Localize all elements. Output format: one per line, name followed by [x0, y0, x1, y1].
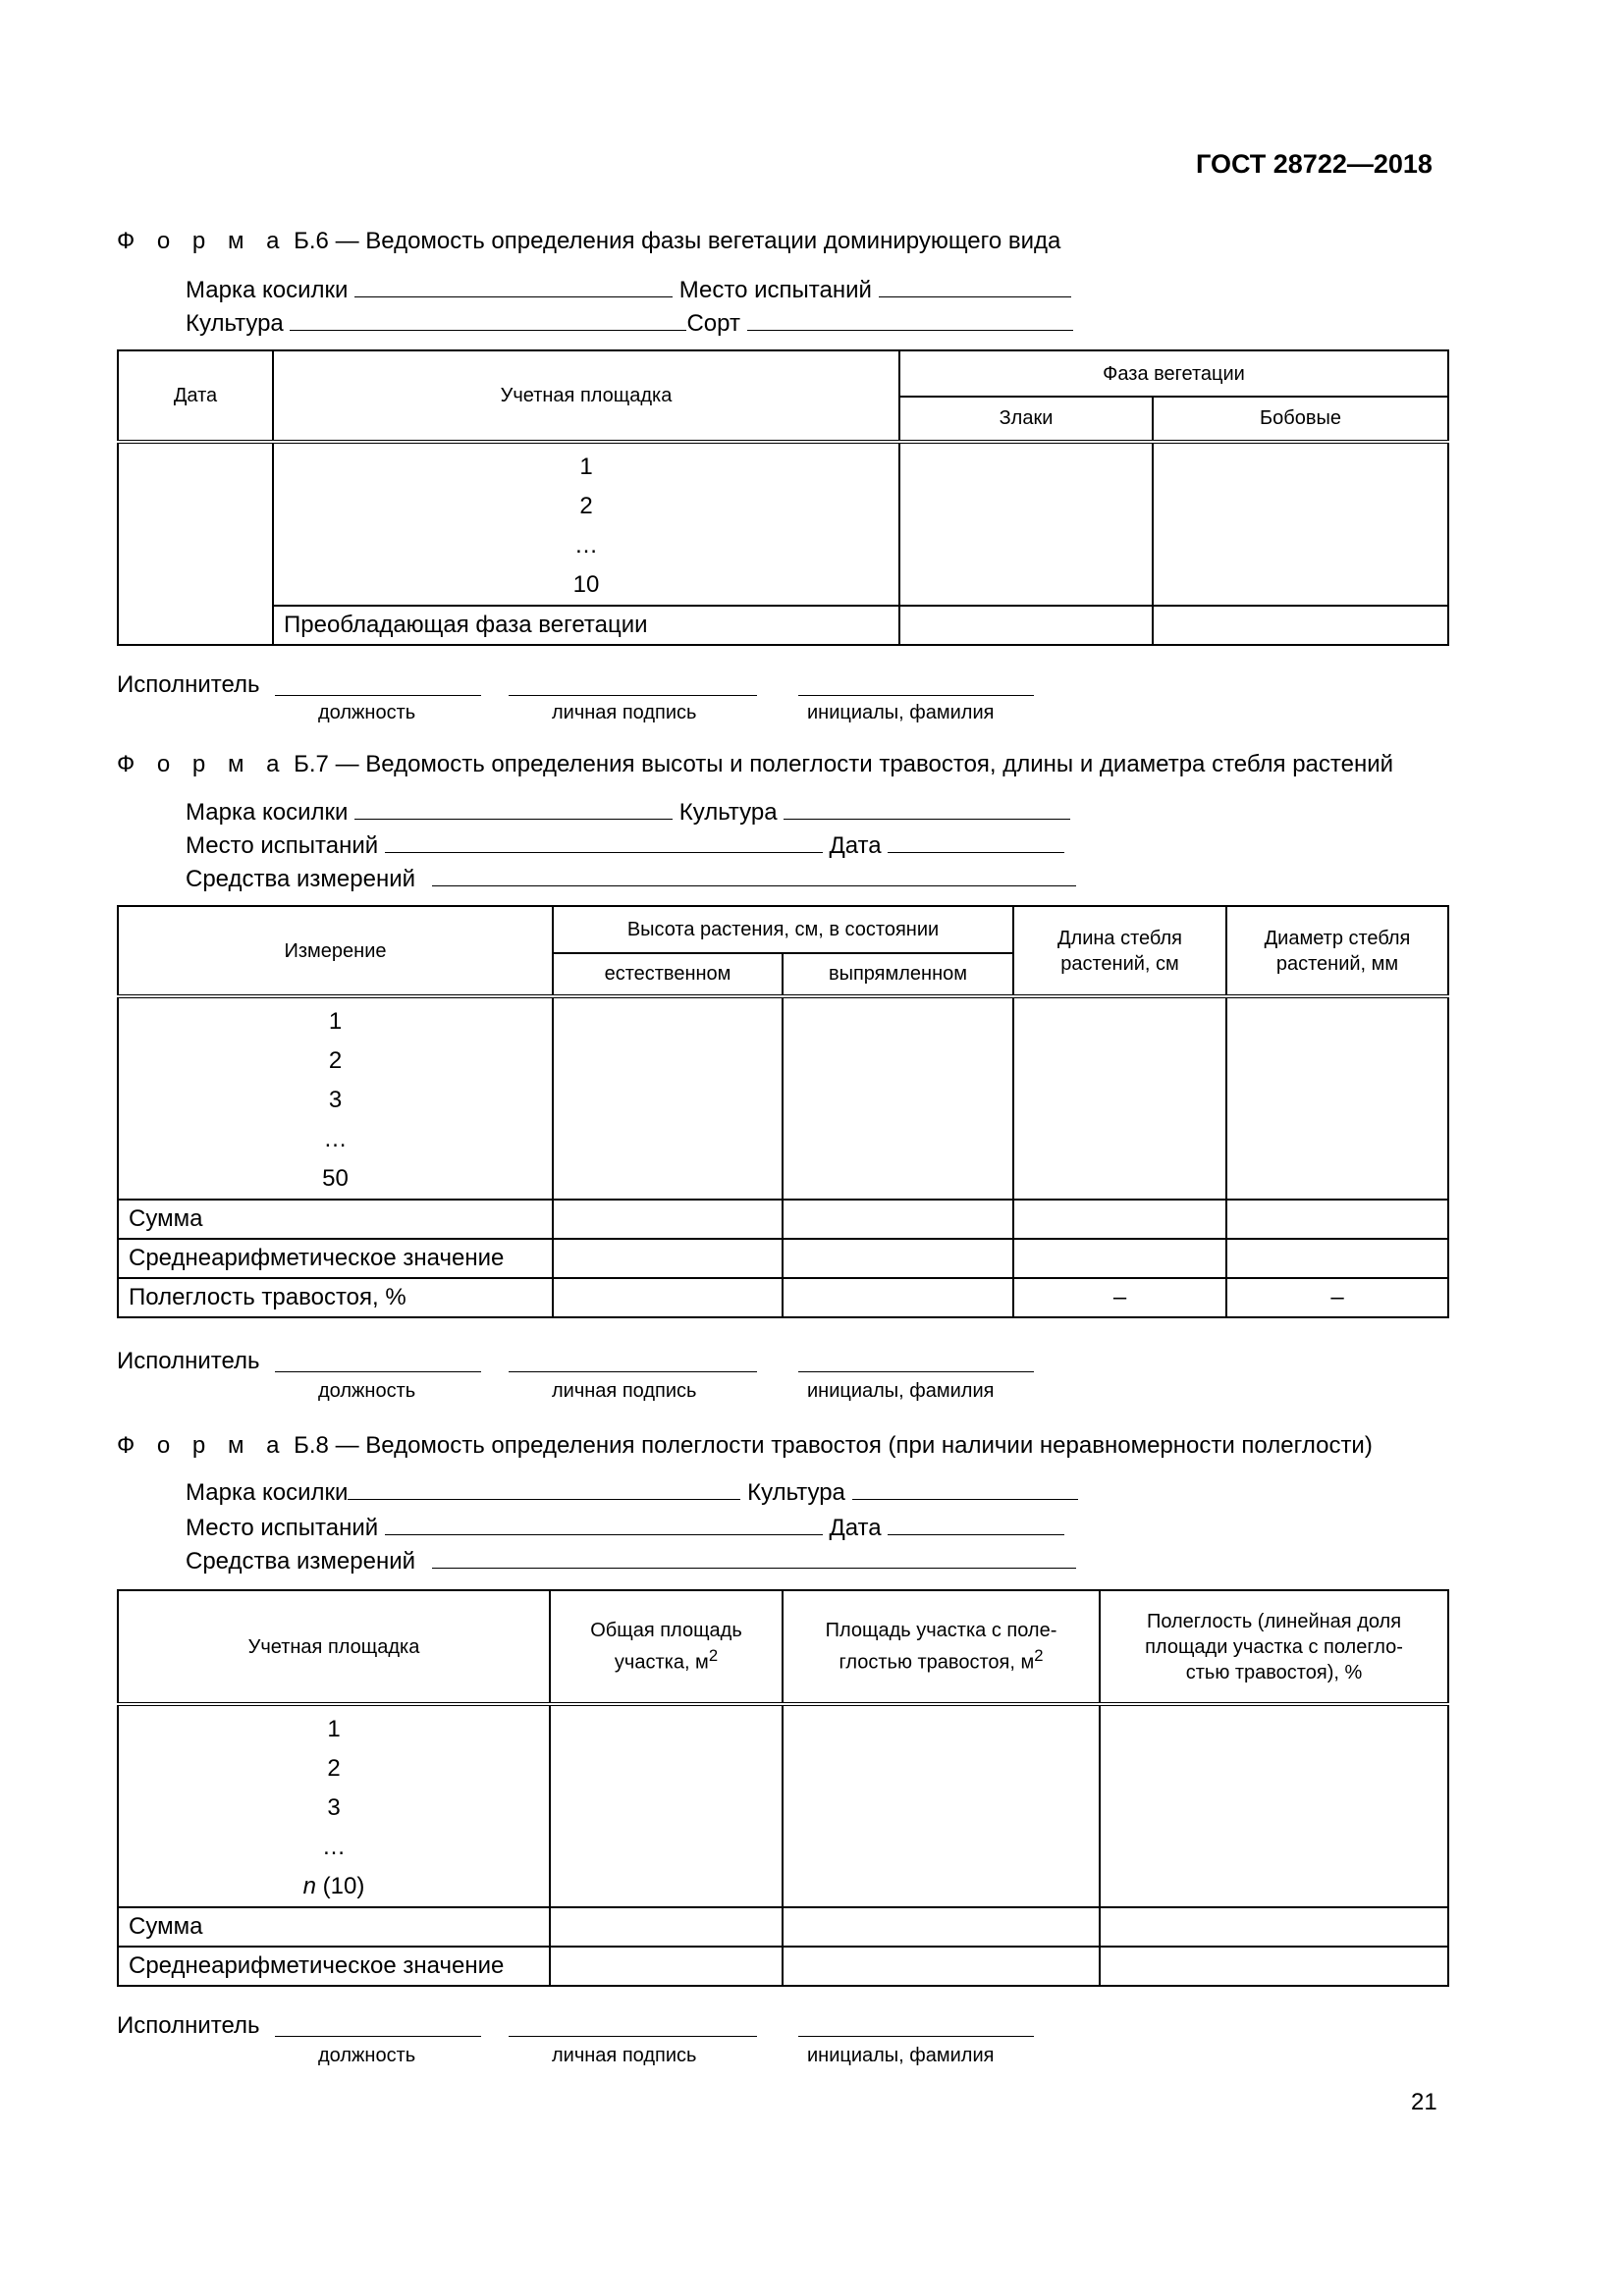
col-date: Дата [118, 350, 273, 442]
form-b7-title-text: Б.7 — Ведомость определения высоты и полеглости травостоя, длины и диаметра стебля растений [294, 751, 1394, 777]
form-label: Ф о р м а [117, 228, 288, 254]
list-item: 2 [579, 493, 593, 519]
list-item [119, 1867, 549, 1906]
field-label-crop: Культура [678, 799, 778, 826]
list-item: … [322, 1834, 346, 1860]
row-mean: Среднеарифметическое значение [118, 1947, 550, 1986]
form-b8-fields-line1 [186, 1477, 1078, 1507]
col-total-area [550, 1590, 783, 1704]
col-height: Высота растения, см, в состоянии [553, 906, 1013, 953]
form-b6-title [117, 228, 1060, 255]
col-straightened: выпрямленном [783, 953, 1013, 996]
blank-line [385, 830, 823, 853]
performer-label: Исполнитель [117, 671, 260, 698]
cell-empty [1226, 1239, 1448, 1278]
cell-empty [553, 1239, 783, 1278]
caption-name: инициалы, фамилия [807, 702, 995, 723]
italic-n: n [302, 1873, 316, 1899]
col-legumes: Бобовые [1153, 397, 1448, 442]
col-lodged-area [783, 1590, 1100, 1704]
cell-empty [553, 1200, 783, 1239]
blank-line [509, 1350, 757, 1372]
blank-line [385, 1513, 823, 1535]
list-item: 2 [328, 1047, 343, 1074]
list-item-rest: (10) [316, 1873, 365, 1899]
cell-empty [1153, 442, 1448, 606]
list-item: 2 [327, 1755, 341, 1782]
cell-empty [550, 1907, 783, 1947]
cell-empty [783, 1239, 1013, 1278]
col-measure: Измерение [118, 906, 553, 996]
form-b8-fields-line2 [186, 1513, 1064, 1542]
form-b8-title-text: Б.8 — Ведомость определения полеглости травостоя (при наличии неравномерности полеглости) [294, 1432, 1373, 1459]
cell-empty [783, 1947, 1100, 1986]
field-label-crop: Культура [747, 1479, 845, 1506]
blank-line [798, 2014, 1034, 2037]
col-plot: Учетная площадка [273, 350, 899, 442]
row-mean: Среднеарифметическое значение [118, 1239, 553, 1278]
field-label-tools: Средства измерений [186, 1548, 416, 1575]
form-b7-fields-line3 [186, 864, 1076, 893]
blank-line [798, 673, 1034, 696]
field-label-mower: Марка косилки [186, 799, 349, 826]
col-total-area-text: Общая площадь участка, м [590, 1620, 742, 1674]
blank-line [354, 275, 673, 297]
caption-signature: личная подпись [552, 702, 697, 723]
caption-position: должность [318, 702, 416, 723]
caption-name: инициалы, фамилия [807, 1380, 995, 1402]
performer-label: Исполнитель [117, 1348, 260, 1374]
form-b8-table [117, 1589, 1449, 1987]
superscript: 2 [1034, 1646, 1044, 1666]
blank-line [509, 673, 757, 696]
blank-line [275, 673, 481, 696]
blank-line [354, 797, 673, 820]
form-b7-table [117, 905, 1449, 1318]
row-lodging: Полеглость травостоя, % [118, 1278, 553, 1317]
cell-empty [1013, 996, 1226, 1200]
caption-position: должность [318, 1380, 416, 1402]
blank-line [784, 797, 1070, 820]
standard-number: ГОСТ 28722—2018 [1196, 149, 1433, 179]
blank-line [275, 1350, 481, 1372]
form-b6-fields-line1 [186, 275, 1071, 304]
cell-empty [553, 1278, 783, 1317]
blank-line [888, 830, 1064, 853]
field-label-date: Дата [829, 832, 882, 859]
blank-line [509, 2014, 757, 2037]
cell-empty [783, 1278, 1013, 1317]
field-label-mower: Марка косилки [186, 1479, 349, 1506]
caption-position: должность [318, 2045, 416, 2066]
blank-line [888, 1513, 1064, 1535]
cell-empty [550, 1947, 783, 1986]
measure-rows [118, 996, 553, 1200]
row-dominant-phase: Преобладающая фаза вегетации [273, 606, 899, 645]
list-item: … [323, 1126, 348, 1152]
blank-line [852, 1477, 1078, 1500]
blank-line [432, 864, 1076, 886]
cell-empty [550, 1704, 783, 1907]
cell-empty [1100, 1704, 1448, 1907]
blank-line [290, 308, 686, 331]
field-label-tools: Средства измерений [186, 866, 416, 892]
form-b6-title-text: Б.6 — Ведомость определения фазы вегетации доминирующего вида [294, 228, 1061, 254]
blank-line [879, 275, 1071, 297]
list-item: 50 [322, 1165, 349, 1192]
list-item: 1 [328, 1008, 343, 1035]
cell-empty [1153, 606, 1448, 645]
row-sum: Сумма [118, 1200, 553, 1239]
col-lodged-area-text: Площадь участка с поле-глостью травостоя, м [825, 1620, 1057, 1674]
superscript: 2 [708, 1646, 719, 1666]
blank-line [432, 1546, 1076, 1569]
form-label: Ф о р м а [117, 1432, 288, 1459]
form-b6-table [117, 349, 1449, 646]
caption-signature: личная подпись [552, 2045, 697, 2066]
cell-empty [553, 996, 783, 1200]
row-sum: Сумма [118, 1907, 550, 1947]
list-item: 3 [328, 1087, 343, 1113]
list-item: 1 [579, 454, 593, 480]
field-label-site: Место испытаний [186, 1515, 379, 1541]
col-phase: Фаза вегетации [899, 350, 1448, 397]
list-item: … [574, 532, 598, 559]
col-grasses: Злаки [899, 397, 1153, 442]
cell-empty [1013, 1239, 1226, 1278]
plot-rows [273, 442, 899, 606]
field-label-mower: Марка косилки [186, 277, 349, 303]
cell-empty [1226, 996, 1448, 1200]
col-stem-diameter: Диаметр стебля растений, мм [1226, 906, 1448, 996]
form-b6-fields-line2 [186, 308, 1073, 338]
cell-dash: – [1226, 1278, 1448, 1317]
field-label-date: Дата [829, 1515, 882, 1541]
form-b7-title [117, 751, 1393, 778]
cell-empty [1013, 1200, 1226, 1239]
cell-empty [1226, 1200, 1448, 1239]
performer-label: Исполнитель [117, 2012, 260, 2039]
field-label-variety: Сорт [686, 310, 740, 337]
col-natural: естественном [553, 953, 783, 996]
form-b8-title [117, 1432, 1373, 1460]
field-label-crop: Культура [186, 310, 284, 337]
field-label-site: Место испытаний [678, 277, 872, 303]
blank-line [798, 1350, 1034, 1372]
form-b7-fields-line2 [186, 830, 1064, 860]
list-item: 1 [327, 1716, 341, 1742]
plot-rows [118, 1704, 550, 1907]
field-label-site: Место испытаний [186, 832, 379, 859]
cell-empty [783, 1200, 1013, 1239]
caption-signature: личная подпись [552, 1380, 697, 1402]
cell-empty [118, 442, 273, 645]
list-item: 3 [327, 1794, 341, 1821]
form-b8-fields-line3 [186, 1546, 1076, 1575]
blank-line [348, 1477, 740, 1500]
form-label: Ф о р м а [117, 751, 288, 777]
list-item: 10 [572, 571, 600, 598]
blank-line [747, 308, 1073, 331]
cell-empty [899, 606, 1153, 645]
caption-name: инициалы, фамилия [807, 2045, 995, 2066]
cell-empty [899, 442, 1153, 606]
cell-empty [783, 1907, 1100, 1947]
cell-empty [783, 996, 1013, 1200]
col-stem-length: Длина стебля растений, см [1013, 906, 1226, 996]
blank-line [275, 2014, 481, 2037]
cell-empty [1100, 1947, 1448, 1986]
cell-dash: – [1013, 1278, 1226, 1317]
form-b7-fields-line1 [186, 797, 1070, 827]
cell-empty [783, 1704, 1100, 1907]
col-lodging-share: Полеглость (линейная доля площади участка с полегло-стью травостоя), % [1100, 1590, 1448, 1704]
col-plot: Учетная площадка [118, 1590, 550, 1704]
cell-empty [1100, 1907, 1448, 1947]
page-number: 21 [1411, 2089, 1437, 2115]
